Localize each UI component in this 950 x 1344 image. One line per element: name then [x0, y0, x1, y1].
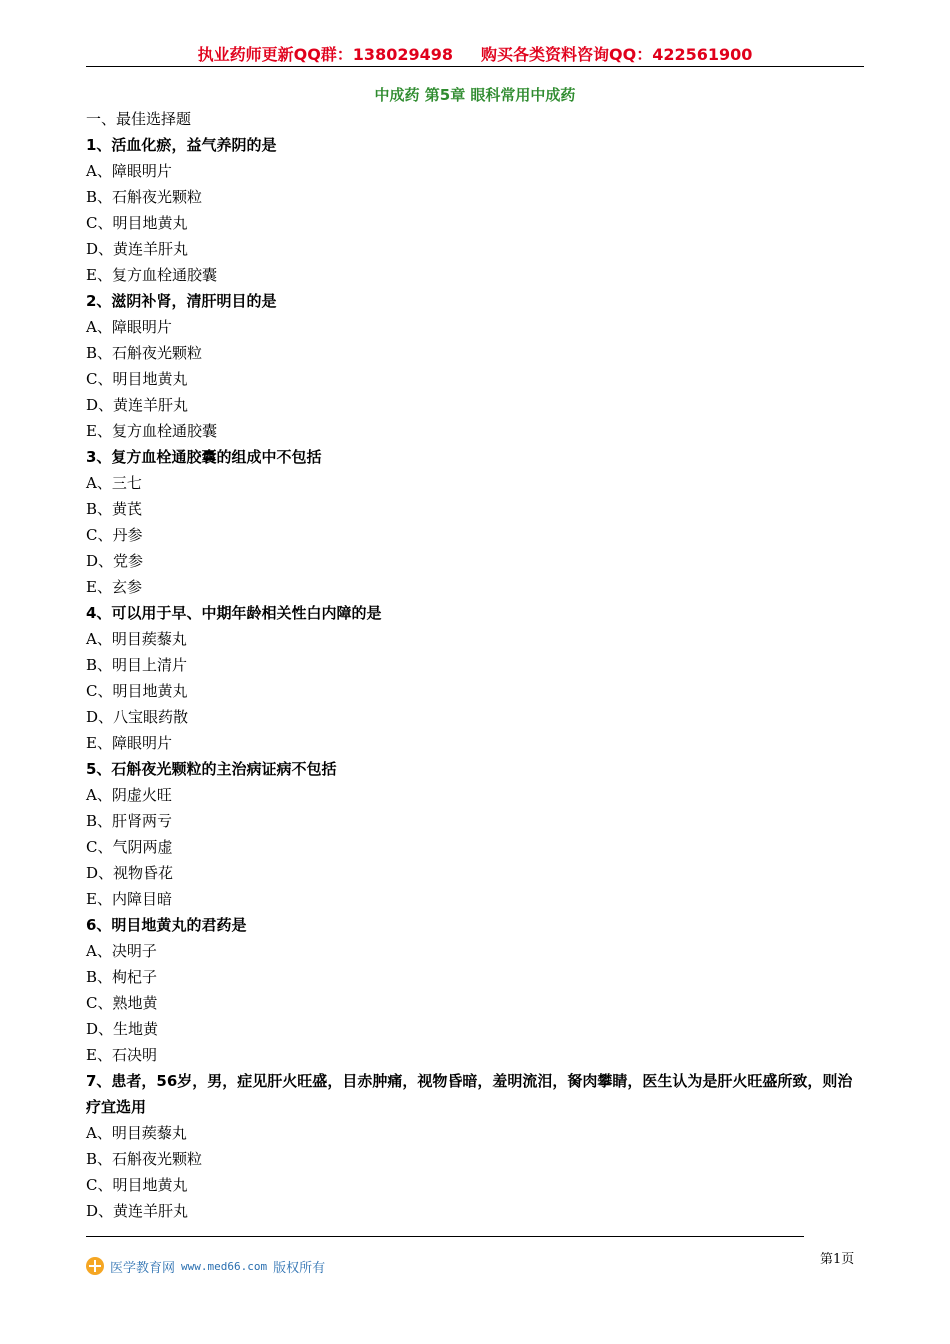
question-7: 7、患者，56岁，男，症见肝火旺盛，目赤肿痛，视物昏暗，羞明流泪，胬肉攀睛，医生认为是肝火旺盛所致，则治疗宜选用	[86, 1072, 853, 1116]
header-qq-contact: 购买各类资料咨询QQ：422561900	[481, 45, 753, 64]
option: A、障眼明片	[86, 318, 172, 336]
footer-brand-name: 医学教育网	[110, 1260, 176, 1276]
option: C、明目地黄丸	[86, 682, 188, 700]
option: D、生地黄	[86, 1020, 159, 1038]
question-4: 4、可以用于早、中期年龄相关性白内障的是	[86, 604, 382, 622]
option: C、熟地黄	[86, 994, 158, 1012]
option: C、明目地黄丸	[86, 370, 188, 388]
footer-brand	[86, 1256, 325, 1276]
option: B、枸杞子	[86, 968, 158, 986]
option: B、肝肾两亏	[86, 812, 173, 830]
option: D、黄连羊肝丸	[86, 396, 189, 414]
option: B、石斛夜光颗粒	[86, 1150, 203, 1168]
option: D、黄连羊肝丸	[86, 240, 189, 258]
header-divider	[86, 66, 864, 67]
page-title: 中成药 第5章 眼科常用中成药	[374, 86, 576, 104]
option: A、明目蒺藜丸	[86, 630, 187, 648]
option: E、复方血栓通胶囊	[86, 422, 217, 440]
option: B、明目上清片	[86, 656, 188, 674]
question-6: 6、明目地黄丸的君药是	[86, 916, 247, 934]
document-body	[86, 106, 864, 1224]
header-qq-group: 执业药师更新QQ群：138029498	[197, 45, 453, 64]
option: A、阴虚火旺	[86, 786, 172, 804]
question-3: 3、复方血栓通胶囊的组成中不包括	[86, 448, 322, 466]
option: D、八宝眼药散	[86, 708, 189, 726]
option: A、明目蒺藜丸	[86, 1124, 187, 1142]
footer-rights: 版权所有	[273, 1260, 326, 1276]
option: C、明目地黄丸	[86, 1176, 188, 1194]
option: C、丹参	[86, 526, 143, 544]
option: A、决明子	[86, 942, 157, 960]
question-1: 1、活血化瘀，益气养阴的是	[86, 136, 277, 154]
footer-site-link[interactable]: www.med66.com	[181, 1259, 268, 1273]
option: C、气阴两虚	[86, 838, 173, 856]
section-heading: 一、最佳选择题	[86, 110, 192, 128]
header-banner	[86, 42, 864, 65]
question-5: 5、石斛夜光颗粒的主治病证病不包括	[86, 760, 337, 778]
option: C、明目地黄丸	[86, 214, 188, 232]
option: E、复方血栓通胶囊	[86, 266, 217, 284]
option: E、石决明	[86, 1046, 157, 1064]
option: E、障眼明片	[86, 734, 172, 752]
page-number: 第1页	[820, 1252, 855, 1267]
option: B、黄芪	[86, 500, 143, 518]
option: B、石斛夜光颗粒	[86, 344, 203, 362]
option: D、视物昏花	[86, 864, 174, 882]
footer-divider	[86, 1236, 804, 1237]
option: E、内障目暗	[86, 890, 172, 908]
med66-logo-icon	[86, 1257, 104, 1275]
question-2: 2、滋阴补肾，清肝明目的是	[86, 292, 277, 310]
option: D、党参	[86, 552, 144, 570]
option: A、三七	[86, 474, 142, 492]
option: D、黄连羊肝丸	[86, 1202, 189, 1220]
option: B、石斛夜光颗粒	[86, 188, 203, 206]
option: E、玄参	[86, 578, 142, 596]
option: A、障眼明片	[86, 162, 172, 180]
